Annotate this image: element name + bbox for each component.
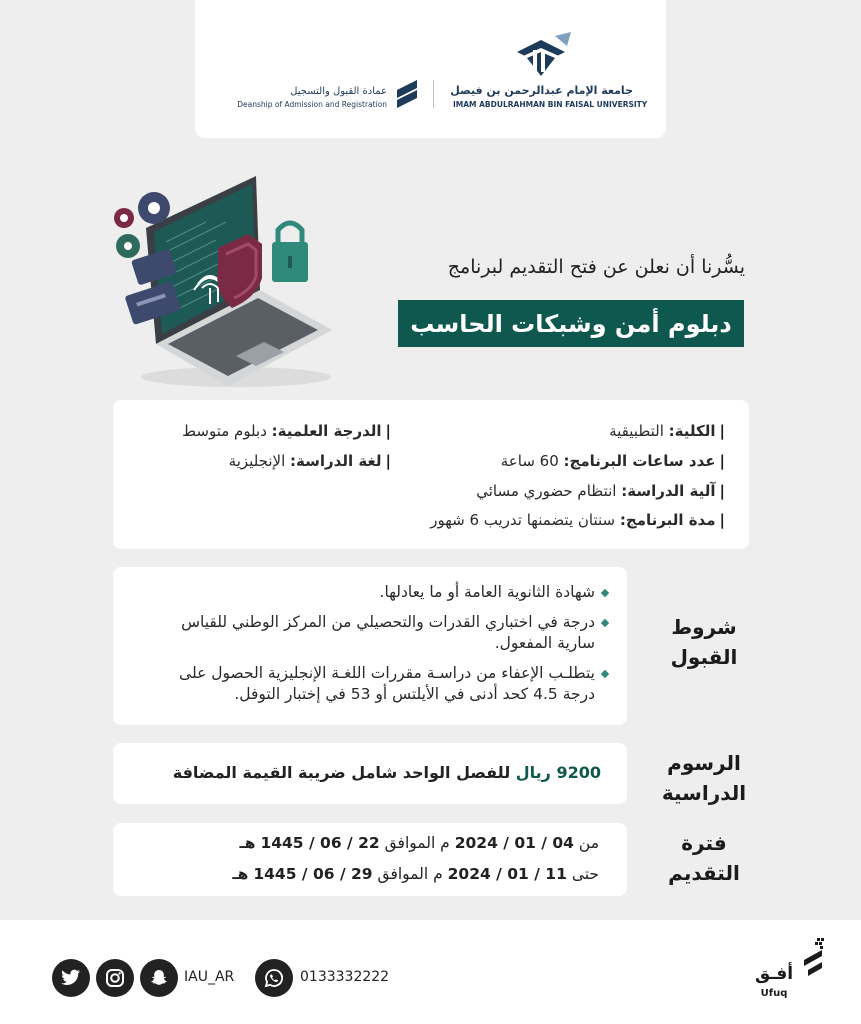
period-card: [113, 823, 627, 896]
fees-text: [173, 763, 601, 782]
announcement-intro: يسُّرنا أن نعلن عن فتح التقديم لبرنامج: [447, 256, 745, 278]
laptop-security-illustration: [106, 172, 338, 392]
condition-item: شهادة الثانوية العامة أو ما يعادلها.: [379, 583, 595, 601]
deanship-name-en: Deanship of Admission and Registration: [237, 100, 387, 109]
program-title: دبلوم أمن وشبكات الحاسب: [398, 300, 744, 347]
info-study-mode: |آلية الدراسة: انتظام حضوري مسائي: [476, 482, 725, 500]
whatsapp-link[interactable]: [255, 959, 293, 997]
fees-label: الرسوم الدراسية: [661, 751, 747, 805]
bullet-icon: [601, 589, 609, 597]
fees-card: [113, 743, 627, 804]
header-card: [195, 0, 666, 138]
social-handle[interactable]: IAU_AR: [184, 969, 235, 985]
ufuq-logo-icon: [798, 936, 826, 982]
info-hours: |عدد ساعات البرنامج: 60 ساعة: [500, 452, 725, 470]
info-college: |الكلية: التطبيقية: [609, 422, 725, 440]
university-name-ar: جامعة الإمام عبدالرحمن بن فيصل: [450, 84, 633, 97]
instagram-icon: [105, 968, 125, 988]
period-from: من 04 / 01 / 2024 م الموافق 22 / 06 / 1445 هـ: [239, 834, 599, 852]
brand-name-en: Ufuq: [760, 988, 788, 999]
bullet-icon: [601, 619, 609, 627]
bullet-icon: [601, 670, 609, 678]
university-name-en: IMAM ABDULRAHMAN BIN FAISAL UNIVERSITY: [453, 100, 648, 109]
fee-amount: 9200 ريال: [515, 763, 601, 782]
snapchat-link[interactable]: [140, 959, 178, 997]
info-degree: |الدرجة العلمية: دبلوم متوسط: [182, 422, 391, 440]
whatsapp-icon: [264, 968, 284, 988]
phone-number[interactable]: 0133332222: [300, 969, 390, 985]
twitter-link[interactable]: [52, 959, 90, 997]
info-duration: |مدة البرنامج: سنتان يتضمنها تدريب 6 شهور: [430, 511, 725, 529]
fee-description: للفصل الواحد شامل ضريبة القيمة المضافة: [172, 763, 511, 782]
footer: [0, 920, 861, 1024]
deanship-logo-icon: [395, 76, 419, 110]
condition-item: يتطلـب الإعفاء من دراسـة مقررات اللغـة الإنجليزية الحصول على درجة 4.5 كحد أدنى في الأيلتس أو 53 في إختبار التوفل.: [179, 664, 595, 703]
period-label: فترة التقديم: [668, 831, 740, 885]
university-logo-icon: [511, 32, 575, 80]
conditions-label: شروط القبول: [670, 615, 738, 669]
period-to: حتى 11 / 01 / 2024 م الموافق 29 / 06 / 1445 هـ: [232, 865, 599, 883]
brand-name-ar: أفـق: [754, 964, 794, 984]
program-info-card: [113, 400, 749, 549]
condition-item: درجة في اختباري القدرات والتحصيلي من المركز الوطني للقياس سارية المفعول.: [181, 613, 595, 652]
info-language: |لغة الدراسة: الإنجليزية: [228, 452, 391, 470]
instagram-link[interactable]: [96, 959, 134, 997]
snapchat-icon: [149, 968, 169, 988]
header-divider: [433, 80, 434, 108]
deanship-name-ar: عمادة القبول والتسجيل: [290, 86, 387, 97]
conditions-card: [113, 567, 627, 725]
twitter-icon: [61, 969, 81, 987]
